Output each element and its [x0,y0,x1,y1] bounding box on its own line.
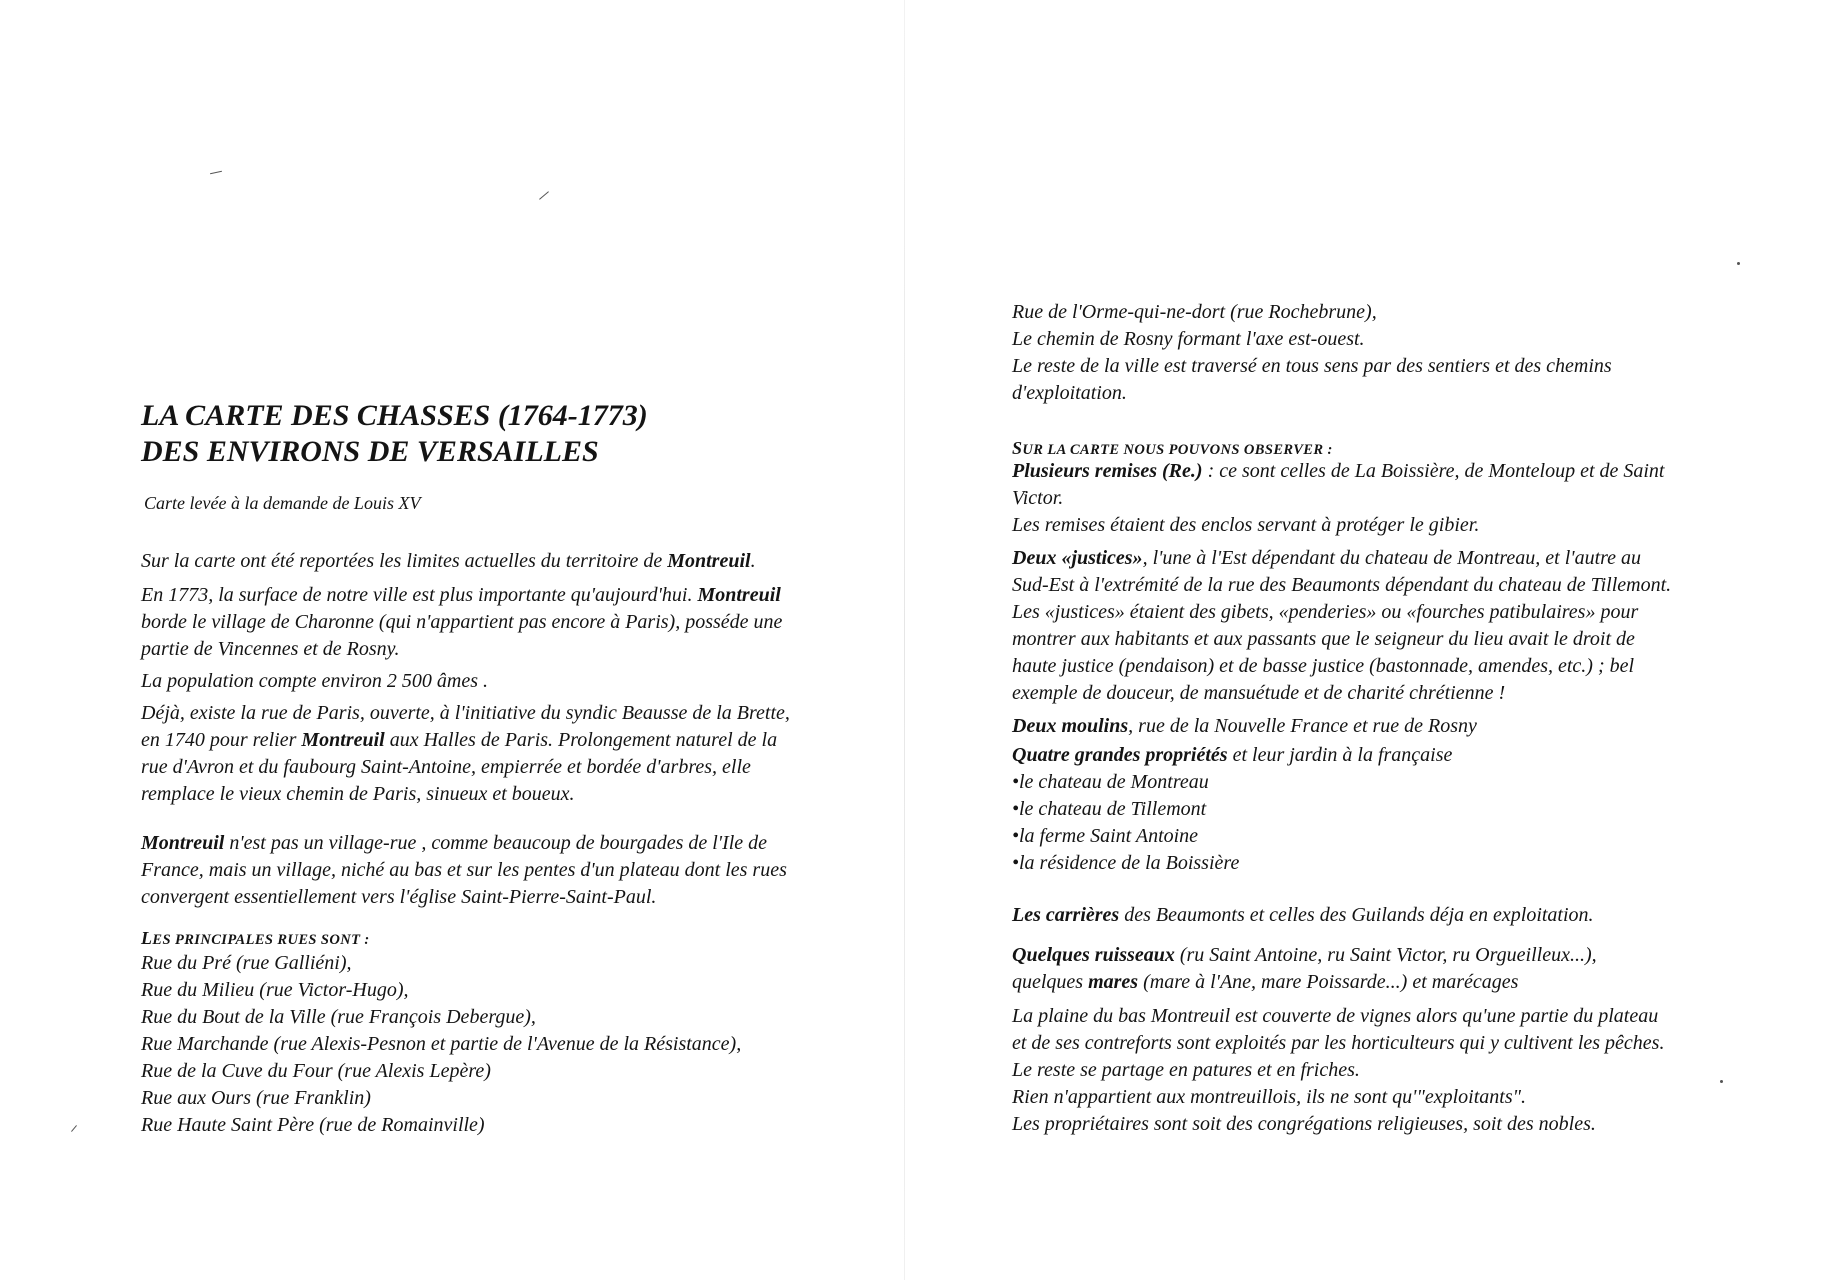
street-item: Rue du Pré (rue Galliéni), [141,952,352,974]
title-line-1: LA CARTE DES CHASSES (1764-1773) [141,399,648,432]
document-subtitle: Carte levée à la demande de Louis XV [144,493,421,513]
paragraph-surface: En 1773, la surface de notre ville est plus importante qu'aujourd'hui. Montreuil borde le village de Charonne (qui n'appartient pas encore à Paris), posséde une partie de Vincennes et de Rosny. [141,584,783,660]
scan-speck [1720,1080,1723,1083]
scan-speck [1737,262,1740,265]
paragraph-moulins: Deux moulins, rue de la Nouvelle France et rue de Rosny [1012,715,1477,737]
observe-heading: SUR LA CARTE NOUS POUVONS OBSERVER : [1012,438,1333,458]
property-item: •le chateau de Tillemont [1012,798,1207,820]
paragraph-limites: Sur la carte ont été reportées les limites actuelles du territoire de Montreuil. [141,550,756,572]
street-item: Rue du Milieu (rue Victor-Hugo), [141,979,409,1001]
right-page [905,0,1825,1280]
street-item: Rue aux Ours (rue Franklin) [141,1087,371,1109]
streets-heading: LES PRINCIPALES RUES SONT : [141,928,370,948]
paragraph-proprietes: Quatre grandes propriétés et leur jardin à la française •le chateau de Montreau •le chateau de Tillemont •la ferme Saint Antoine •la résidence de la Boissière [1012,742,1452,877]
paragraph-population: La population compte environ 2 500 âmes . [141,670,489,692]
scan-speck [71,1125,77,1132]
left-page [0,0,905,1280]
paragraph-carrieres: Les carrières des Beaumonts et celles des Guilands déja en exploitation. [1012,904,1594,926]
street-item: Rue de la Cuve du Four (rue Alexis Lepère) [141,1060,491,1082]
paragraph-rue-de-paris: Déjà, existe la rue de Paris, ouverte, à l'initiative du syndic Beausse de la Brette, en 1740 pour relier Montreuil aux Halles de Paris. Prolongement naturel de la rue d'Avron et du faubourg Saint-Antoine, empierrée et bordée d'arbres, elle remplace le vieux chemin de Paris, sinueux et boueux. [141,702,790,805]
document-title [141,398,648,470]
street-item: Rue du Bout de la Ville (rue François Debergue), [141,1006,536,1028]
scan-speck [210,171,222,174]
paragraph-village: Montreuil n'est pas un village-rue , comme beaucoup de bourgades de l'Ile de France, mais un village, niché au bas et sur les pentes d'un plateau dont les rues convergent essentiellement vers l'église Saint-Pierre-Saint-Paul. [141,832,787,908]
streets-continued: Rue de l'Orme-qui-ne-dort (rue Rochebrune), Le chemin de Rosny formant l'axe est-ouest. Le reste de la ville est traversé en tous sens par des sentiers et des chemins d'exploitation. [1012,301,1612,404]
paragraph-ruisseaux: Quelques ruisseaux (ru Saint Antoine, ru Saint Victor, ru Orgueilleux...), quelques mares (mare à l'Ane, mare Poissarde...) et marécages [1012,944,1597,993]
property-item: •la résidence de la Boissière [1012,852,1240,874]
paragraph-justices: Deux «justices», l'une à l'Est dépendant du chateau de Montreau, et l'autre au Sud-Est à l'extrémité de la rue des Beaumonts dépendant du chateau de Tillemont. Les «justices» étaient des gibets, «penderies» ou «fourches patibulaires» pour montrer aux habitants et aux passants que le seigneur du lieu avait le droit de haute justice (pendaison) et de basse justice (bastonnade, amendes, etc.) ; bel exemple de douceur, de mansuétude et de charité chrétienne ! [1012,547,1672,704]
street-item: Rue Haute Saint Père (rue de Romainville) [141,1114,485,1136]
property-item: •le chateau de Montreau [1012,771,1209,793]
title-line-2: DES ENVIRONS DE VERSAILLES [141,435,599,468]
property-item: •la ferme Saint Antoine [1012,825,1199,847]
scan-speck [539,191,549,199]
paragraph-plaine: La plaine du bas Montreuil est couverte de vignes alors qu'une partie du plateau et de ses contreforts sont exploités par les horticulteurs qui y cultivent les pêches. Le reste se partage en patures et en friches. Rien n'appartient aux montreuillois, ils ne sont qu'"exploitants". Les propriétaires sont soit des congrégations religieuses, soit des nobles. [1012,1005,1665,1135]
paragraph-remises: Plusieurs remises (Re.) : ce sont celles de La Boissière, de Monteloup et de Saint Victor. Les remises étaient des enclos servant à protéger le gibier. [1012,460,1665,536]
street-item: Rue Marchande (rue Alexis-Pesnon et partie de l'Avenue de la Résistance), [141,1033,742,1055]
streets-list [141,950,741,1139]
